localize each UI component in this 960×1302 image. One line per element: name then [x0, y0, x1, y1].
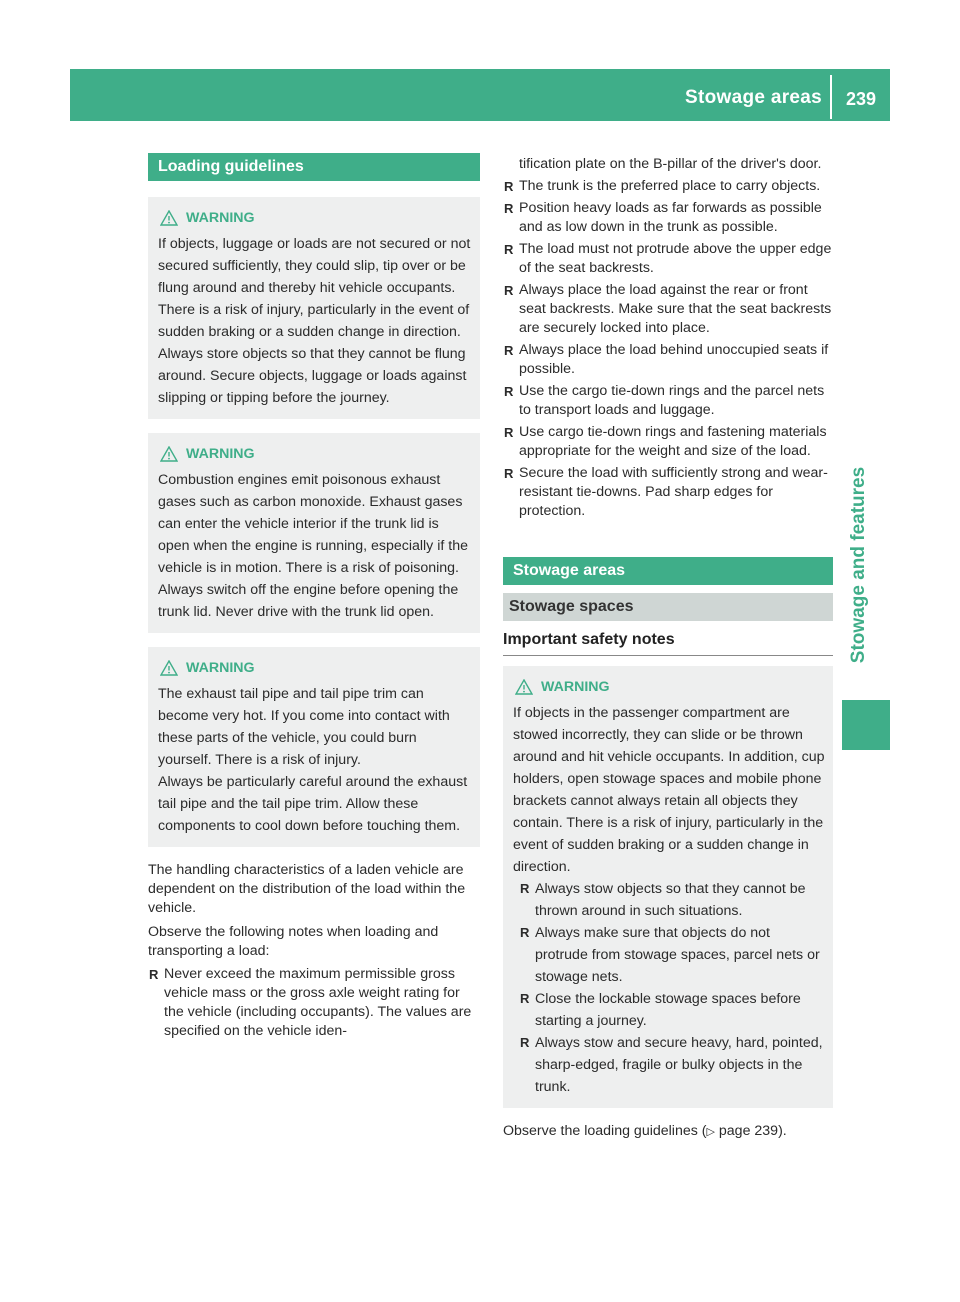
body-paragraph: The handling characteristics of a laden vehicle are dependent on the distribution of the load within the vehicle. [148, 862, 466, 916]
page-header [70, 69, 890, 121]
list-item: R Always place the load against the rear or front seat backrests. Make sure that the seat backrests are securely locked into place. [503, 281, 833, 338]
warning-header [513, 676, 825, 698]
warning-triangle-icon [160, 660, 178, 676]
warning-box-3 [148, 647, 480, 847]
warning-label: WARNING [186, 446, 255, 462]
left-column [148, 153, 480, 1041]
warning-text: If objects, luggage or loads are not secured or not secured sufficiently, they could slip, tip over or be flung around and thereby hit vehicle occupants. There is a risk of injury, particularly in the event of sudden braking or a sudden change in direction. [158, 236, 471, 340]
list-item: R Use cargo tie-down rings and fastening materials appropriate for the weight and size of the load. [503, 423, 833, 461]
side-chapter-block [842, 700, 890, 750]
heading-important-safety-notes: Important safety notes [503, 631, 833, 656]
page-ref-arrow-icon: ▷ [706, 1126, 715, 1138]
page-number: 239 [845, 89, 877, 109]
warning-triangle-icon [160, 210, 178, 226]
warning-advice: Always store objects so that they cannot be flung around. Secure objects, luggage or loads against slipping or tipping before the journey. [158, 346, 467, 406]
list-item: R Secure the load with sufficiently strong and wear-resistant tie-downs. Pad sharp edges for protection. [503, 464, 833, 521]
list-item: R Close the lockable stowage spaces before starting a journey. [519, 988, 825, 1032]
warning-text: Combustion engines emit poisonous exhaust gases such as carbon monoxide. Exhaust gases can enter the vehicle interior if the trunk lid is open when the engine is running, especially if the vehicle is in motion. There is a risk of poisoning. [158, 472, 468, 576]
side-chapter-label [842, 440, 876, 690]
page-reference-link[interactable]: page 239 [714, 1123, 779, 1139]
warning-bullet-list [513, 878, 825, 1098]
list-item: R Position heavy loads as far forwards as possible and as low down in the trunk as possible. [503, 199, 833, 237]
warning-text: The exhaust tail pipe and tail pipe trim can become very hot. If you come into contact with these parts of the vehicle, you could burn yourself. There is a risk of injury. [158, 686, 450, 768]
warning-text: If objects in the passenger compartment are stowed incorrectly, they can slide or be thrown around and hit vehicle occupants. In addition, cup holders, open stowage spaces and mobile phone brackets cannot always retain all objects they contain. There is a risk of injury, particularly in the event of sudden braking or a sudden change in direction. [513, 705, 825, 875]
section-title-stowage-areas: Stowage areas [503, 557, 833, 585]
cross-reference-suffix: ). [778, 1123, 787, 1139]
list-item: R The trunk is the preferred place to carry objects. [503, 177, 833, 196]
cross-reference-prefix: Observe the loading guidelines ( [503, 1123, 707, 1139]
warning-box-2 [148, 433, 480, 633]
list-item: R The load must not protrude above the upper edge of the seat backrests. [503, 240, 833, 278]
subsection-title-stowage-spaces: Stowage spaces [503, 593, 833, 621]
side-chapter-text: Stowage and features [848, 466, 870, 664]
section-title-loading-guidelines: Loading guidelines [148, 153, 480, 181]
list-item: R Always make sure that objects do not protrude from stowage spaces, parcel nets or stowage nets. [519, 922, 825, 988]
warning-header [158, 443, 472, 465]
warning-triangle-icon [515, 679, 533, 695]
loading-notes-list [148, 965, 480, 1041]
body-paragraph: Observe the following notes when loading and transporting a load: [148, 924, 439, 959]
warning-label: WARNING [541, 679, 610, 695]
list-item: R Always stow and secure heavy, hard, pointed, sharp-edged, fragile or bulky objects in the trunk. [519, 1032, 825, 1098]
list-item: R Always place the load behind unoccupied seats if possible. [503, 341, 833, 379]
warning-label: WARNING [186, 210, 255, 226]
warning-label: WARNING [186, 660, 255, 676]
warning-box-stowage [503, 666, 833, 1108]
warning-header [158, 207, 472, 229]
warning-header [158, 657, 472, 679]
header-title: Stowage areas [685, 87, 822, 108]
list-item: R Use the cargo tie-down rings and the parcel nets to transport loads and luggage. [503, 382, 833, 420]
list-item: R Always stow objects so that they cannot be thrown around in such situations. [519, 878, 825, 922]
right-column [503, 155, 833, 1142]
warning-triangle-icon [160, 446, 178, 462]
warning-advice: Always be particularly careful around the exhaust tail pipe and the tail pipe trim. Allow these components to cool down before touching them. [158, 774, 468, 834]
loading-notes-list-continued [503, 177, 833, 521]
continued-text: tification plate on the B-pillar of the driver's door. [519, 156, 822, 172]
warning-box-1 [148, 197, 480, 419]
cross-reference-text [503, 1122, 833, 1142]
warning-advice: Always switch off the engine before opening the trunk lid. Never drive with the trunk lid open. [158, 582, 459, 620]
list-item: R Never exceed the maximum permissible gross vehicle mass or the gross axle weight rating for the vehicle (including occupants). The values are specified on the vehicle iden- [148, 965, 480, 1041]
